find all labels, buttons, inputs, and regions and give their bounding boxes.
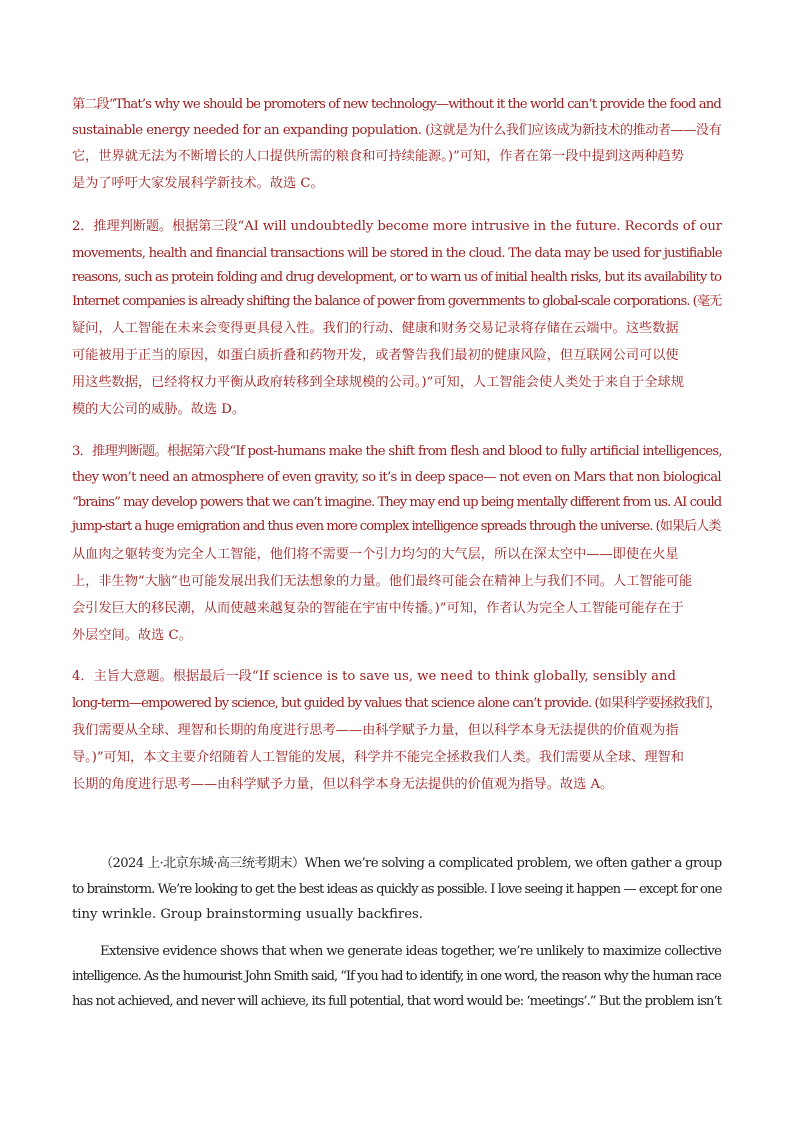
text-line: 第二段“That’s why we should be promoters of new technology—without it the world can’t provide the food and xyxy=(72,97,721,112)
text-line: 疑问，人工智能在未来会变得更具侵入性。我们的行动、健康和财务交易记录将存储在云端中。这些数据 xyxy=(72,321,679,336)
text-line: to brainstorm. We’re looking to get the best ideas as quickly as possible. I love seeing it happen — except for one xyxy=(72,882,722,897)
text-line: 会引发巨大的移民潮，从而使越来越复杂的智能在宇宙中传播。)”可知，作者认为完全人工智能可能存在于 xyxy=(72,601,684,616)
text-line: “brains” may develop powers that we can’t imagine. They may end up being mentally different from us. AI could xyxy=(72,495,722,510)
text-line: 我们需要从全球、理智和长期的角度进行思考——由科学赋予力量，但以科学本身无法提供的价值观为指 xyxy=(72,723,679,738)
text-line: 长期的角度进行思考——由科学赋予力量，但以科学本身无法提供的价值观为指导。故选 A。 xyxy=(72,777,614,792)
text-line: 它，世界就无法为不断增长的人口提供所需的粮食和可持续能源。)”可知，作者在第一段中提到这两种趋势 xyxy=(72,149,684,164)
text-line: movements, health and financial transactions will be stored in the cloud. The data may be used for justifiable xyxy=(72,246,722,261)
text-line: Internet companies is already shifting the balance of power from governments to global-scale corporations. (毫无 xyxy=(72,294,722,309)
text-line: tiny wrinkle. Group brainstorming usually backfires. xyxy=(72,907,423,922)
text-line: （2024 上·北京东城·高三统考期末）When we’re solving a complicated problem, we often gather a group xyxy=(100,856,722,871)
text-line: long-term—empowered by science, but guided by values that science alone can’t provide. (如果科学要拯救我们， xyxy=(72,696,722,711)
text-line: has not achieved, and never will achieve, its full potential, that word would be: ‘meetings’.” But the problem isn’t xyxy=(72,994,722,1009)
text-line: 导。)”可知，本文主要介绍随着人工智能的发展，科学并不能完全拯救我们人类。我们需要从全球、理智和 xyxy=(72,750,684,765)
text-line: 4．主旨大意题。根据最后一段“If science is to save us, we need to think globally, sensibly and xyxy=(72,669,676,684)
text-line: reasons, such as protein folding and drug development, or to warn us of initial health risks, but its availability to xyxy=(72,270,722,285)
text-line: jump-start a huge emigration and thus even more complex intelligence spreads through the universe. (如果后人类 xyxy=(72,519,721,534)
text-line: 从血肉之躯转变为完全人工智能，他们将不需要一个引力均匀的大气层，所以在深太空中——即使在火星 xyxy=(72,547,679,562)
text-line: 外层空间。故选 C。 xyxy=(72,628,192,643)
text-line: sustainable energy needed for an expanding population. (这就是为什么我们应该成为新技术的推动者——没有 xyxy=(72,123,722,138)
text-line: 2．推理判断题。根据第三段“AI will undoubtedly become more intrusive in the future. Records of our xyxy=(72,219,722,234)
text-line: they won’t need an atmosphere of even gravity, so it’s in deep space— not even on Mars that non biological xyxy=(72,470,721,485)
text-line: intelligence. As the humourist John Smith said, “If you had to identify, in one word, the reason why the human race xyxy=(72,969,721,984)
text-line: 上，非生物“大脑”也可能发展出我们无法想象的力量。他们最终可能会在精神上与我们不同。人工智能可能 xyxy=(72,574,693,589)
text-line: 用这些数据，已经将权力平衡从政府转移到全球规模的公司。)”可知，人工智能会使人类处于来自于全球规 xyxy=(72,375,684,390)
text-line: 可能被用于正当的原因，如蛋白质折叠和药物开发，或者警告我们最初的健康风险，但互联网公司可以使 xyxy=(72,348,679,363)
text-line: 是为了呼吁大家发展科学新技术。故选 C。 xyxy=(72,176,324,191)
text-line: 3．推理判断题。根据第六段“If post-humans make the shift from flesh and blood to fully artificial intelligences, xyxy=(72,444,722,459)
text-line: 模的大公司的威胁。故选 D。 xyxy=(72,402,246,417)
text-line: Extensive evidence shows that when we generate ideas together, we’re unlikely to maximize collective xyxy=(100,944,722,959)
